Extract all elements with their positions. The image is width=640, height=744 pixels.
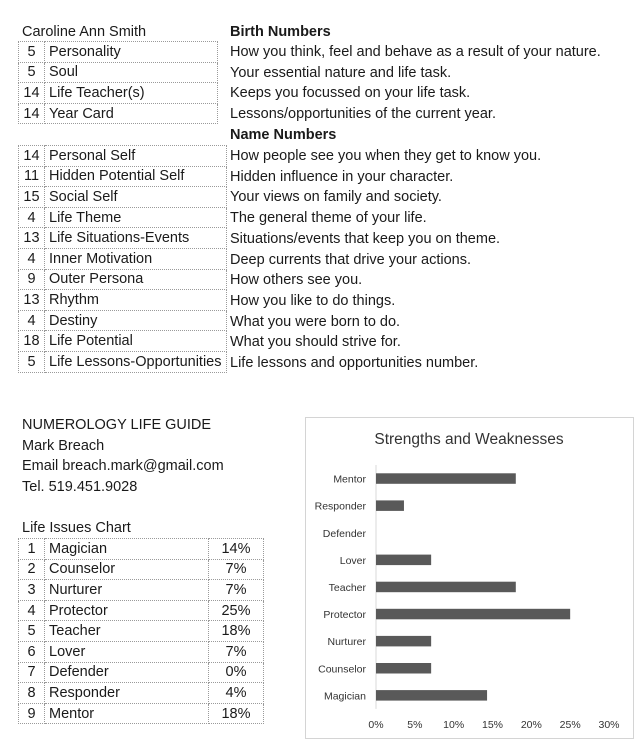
x-tick-label: 25% [559, 719, 581, 731]
table-row [19, 290, 227, 311]
issue-percent: 7% [209, 559, 264, 580]
table-row [19, 207, 227, 228]
row-description: Your views on family and society. [230, 189, 442, 206]
row-description: Deep currents that drive your actions. [230, 251, 471, 268]
row-number: 4 [19, 248, 45, 269]
x-tick-label: 15% [481, 719, 504, 731]
row-label: Life Potential [45, 331, 227, 352]
category-label: Lover [339, 554, 366, 567]
issue-percent: 0% [209, 662, 264, 683]
issue-label: Protector [45, 600, 209, 621]
row-number: 14 [19, 83, 45, 104]
table-row [19, 187, 227, 208]
row-number: 11 [19, 166, 45, 187]
guide-email[interactable]: Email breach.mark@gmail.com [22, 458, 224, 474]
birth-numbers-table [18, 41, 218, 124]
bar [376, 636, 431, 647]
table-row [19, 703, 264, 724]
row-label: Social Self [45, 187, 227, 208]
issue-number: 8 [19, 683, 45, 704]
table-row [19, 600, 264, 621]
issue-number: 3 [19, 580, 45, 601]
category-label: Teacher [328, 581, 366, 594]
row-description: How people see you when they get to know you. [230, 148, 542, 164]
bar [376, 555, 431, 566]
issue-number: 2 [19, 559, 45, 580]
x-tick-label: 5% [407, 719, 423, 731]
row-number: 14 [19, 146, 45, 167]
table-row [19, 62, 218, 83]
table-row [19, 269, 227, 290]
bar [376, 582, 516, 593]
issue-number: 5 [19, 621, 45, 642]
table-row [19, 621, 264, 642]
row-description: The general theme of your life. [230, 210, 427, 227]
bar [376, 663, 431, 674]
issue-number: 4 [19, 600, 45, 621]
guide-author: Mark Breach [22, 438, 105, 454]
table-row [19, 539, 264, 560]
birth-numbers-heading: Birth Numbers [230, 24, 331, 40]
life-issues-heading: Life Issues Chart [22, 520, 131, 536]
issue-percent: 18% [209, 621, 264, 642]
row-description: What you should strive for. [230, 334, 401, 351]
bar [376, 473, 516, 484]
row-label: Life Situations-Events [45, 228, 227, 249]
row-description: Situations/events that keep you on theme. [230, 230, 501, 247]
issue-label: Responder [45, 683, 209, 704]
issue-label: Nurturer [45, 580, 209, 601]
issue-number: 1 [19, 539, 45, 560]
issue-label: Magician [45, 539, 209, 560]
guide-title: NUMEROLOGY LIFE GUIDE [22, 417, 212, 433]
person-name: Caroline Ann Smith [22, 24, 147, 40]
row-description: Your essential nature and life task. [230, 64, 452, 81]
table-row [19, 662, 264, 683]
issue-number: 6 [19, 641, 45, 662]
row-label: Outer Persona [45, 269, 227, 290]
issue-percent: 7% [209, 580, 264, 601]
row-number: 4 [19, 310, 45, 331]
row-description: What you were born to do. [230, 313, 401, 330]
table-row [19, 641, 264, 662]
row-description: How others see you. [230, 272, 363, 289]
guide-phone: Tel. 519.451.9028 [22, 479, 138, 495]
row-number: 5 [19, 351, 45, 372]
row-description: How you like to do things. [230, 292, 396, 309]
table-row [19, 166, 227, 187]
issue-number: 7 [19, 662, 45, 683]
issue-label: Lover [45, 641, 209, 662]
table-row [19, 103, 218, 124]
row-label: Life Teacher(s) [45, 83, 218, 104]
table-row [19, 146, 227, 167]
x-tick-label: 10% [443, 719, 465, 731]
table-row [19, 580, 264, 601]
bar [376, 500, 404, 511]
name-numbers-heading: Name Numbers [230, 127, 337, 143]
category-label: Responder [314, 500, 366, 513]
row-label: Personal Self [45, 146, 227, 167]
issue-percent: 14% [209, 539, 264, 560]
category-label: Counselor [318, 663, 366, 676]
category-label: Protector [323, 609, 366, 622]
x-tick-label: 30% [598, 719, 620, 731]
issue-label: Defender [45, 662, 209, 683]
life-issues-table [18, 538, 264, 724]
row-number: 9 [19, 269, 45, 290]
row-description: Lessons/opportunities of the current year. [230, 106, 496, 123]
row-number: 13 [19, 228, 45, 249]
table-row [19, 310, 227, 331]
issue-percent: 18% [209, 703, 264, 724]
row-description: Keeps you focussed on your life task. [230, 85, 471, 102]
table-row [19, 83, 218, 104]
row-label: Year Card [45, 103, 218, 124]
chart-title: Strengths and Weaknesses [374, 431, 564, 448]
issue-label: Teacher [45, 621, 209, 642]
category-label: Magician [323, 690, 366, 703]
category-label: Nurturer [327, 636, 366, 649]
strengths-chart [305, 417, 634, 739]
issue-label: Counselor [45, 559, 209, 580]
issue-number: 9 [19, 703, 45, 724]
table-row [19, 351, 227, 372]
x-tick-label: 20% [520, 719, 542, 731]
table-row [19, 331, 227, 352]
row-number: 5 [19, 42, 45, 63]
bar [376, 690, 487, 701]
row-label: Life Lessons-Opportunities [45, 351, 227, 372]
category-label: Mentor [333, 473, 366, 486]
row-number: 5 [19, 62, 45, 83]
issue-percent: 4% [209, 683, 264, 704]
row-label: Rhythm [45, 290, 227, 311]
table-row [19, 42, 218, 63]
bar [376, 609, 570, 620]
row-label: Inner Motivation [45, 248, 227, 269]
table-row [19, 248, 227, 269]
table-row [19, 228, 227, 249]
table-row [19, 559, 264, 580]
row-label: Life Theme [45, 207, 227, 228]
x-tick-label: 0% [368, 719, 384, 731]
row-number: 4 [19, 207, 45, 228]
row-description: Hidden influence in your character. [230, 168, 454, 185]
row-label: Soul [45, 62, 218, 83]
name-numbers-table [18, 145, 227, 373]
strengths-chart-svg [306, 418, 633, 738]
table-row [19, 683, 264, 704]
row-description: Life lessons and opportunities number. [230, 355, 479, 371]
row-description: How you think, feel and behave as a result of your nature. [230, 44, 601, 60]
row-number: 14 [19, 103, 45, 124]
row-label: Personality [45, 42, 218, 63]
issue-percent: 7% [209, 641, 264, 662]
issue-percent: 25% [209, 600, 264, 621]
row-label: Destiny [45, 310, 227, 331]
category-label: Defender [322, 527, 366, 540]
row-number: 15 [19, 187, 45, 208]
issue-label: Mentor [45, 703, 209, 724]
row-number: 18 [19, 331, 45, 352]
row-label: Hidden Potential Self [45, 166, 227, 187]
row-number: 13 [19, 290, 45, 311]
